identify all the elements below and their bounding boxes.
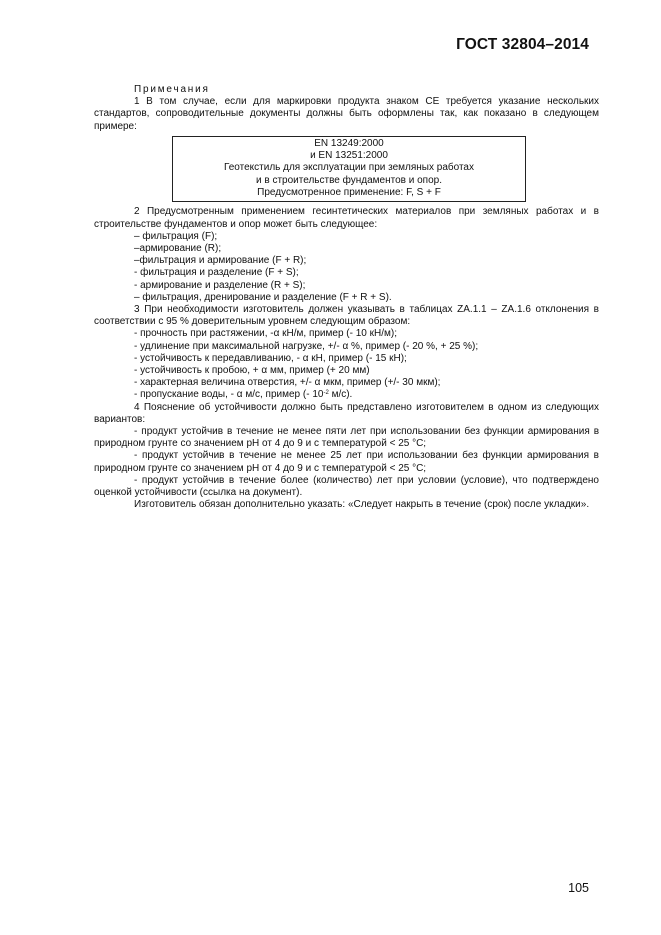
list-item: - продукт устойчив в течение не менее пяти лет при использовании без функции армирования в природном грунте со значением pH от 4 до 9 и с температурой < 25 °C; xyxy=(94,425,599,450)
list-item: –армирование (R); xyxy=(134,242,222,254)
list-item: - прочность при растяжении, -α кН/м, пример (- 10 кН/м); xyxy=(134,328,397,340)
note-2: 2 Предусмотренным применением гесинтетических материалов при земляных работах и в строительстве фундаментов и опор может быть следующее: xyxy=(94,206,599,230)
list-item: - устойчивость к пробою, + α мм, пример (+ 20 мм) xyxy=(134,364,370,376)
list-item-text: - пропускание воды, - α м/с, пример (- 10 xyxy=(134,389,324,401)
list-item: – фильтрация, дренирование и разделение (F + R + S). xyxy=(134,291,392,303)
page-number: 105 xyxy=(568,881,589,895)
list-item: - продукт устойчив в течение более (количество) лет при условии (условие), что подтверждено оценкой устойчивости (ссылка на документ). xyxy=(94,474,599,498)
list-item: - армирование и разделение (R + S); xyxy=(134,279,306,291)
list-item: - устойчивость к передавливанию, - α кН, пример (- 15 кН); xyxy=(134,352,407,364)
ce-marking-example-box xyxy=(172,136,526,202)
list-item: - характерная величина отверстия, +/- α мкм, пример (+/- 30 мкм); xyxy=(134,377,441,389)
list-item-text: м/с). xyxy=(328,389,353,401)
box-line: Геотекстиль для эксплуатации при земляных работах xyxy=(223,162,474,174)
note-4-final: Изготовитель обязан дополнительно указать: «Следует накрыть в течение (срок) после укладки». xyxy=(134,499,590,511)
note-3: 3 При необходимости изготовитель должен указывать в таблицах ZA.1.1 – ZA.1.6 отклонения в соответствии с 95 % доверительным уровнем следующим образом: xyxy=(94,303,599,328)
note-4: 4 Пояснение об устойчивости должно быть представлено изготовителем в одном из следующих вариантов: xyxy=(94,401,599,425)
document-code: ГОСТ 32804–2014 xyxy=(456,36,589,53)
box-line: Предусмотренное применение: F, S + F xyxy=(257,187,441,198)
notes-title: Примечания xyxy=(134,84,210,95)
list-item: – фильтрация (F); xyxy=(134,230,218,242)
list-item: - продукт устойчив в течение не менее 25 лет при использовании без функции армирования в природном грунте со значением pH от 4 до 9 и с температурой < 25 °C; xyxy=(94,450,599,474)
note-1: 1 В том случае, если для маркировки продукта знаком CE требуется указание нескольких стандартов, сопроводительные документы должны быть оформлены так, как показано в следующем примере: xyxy=(94,96,599,132)
list-item: –фильтрация и армирование (F + R); xyxy=(134,255,307,267)
list-item: - удлинение при максимальной нагрузке, +/- α %, пример (- 20 %, + 25 %); xyxy=(134,340,479,352)
box-line: и в строительстве фундаментов и опор. xyxy=(256,174,442,186)
exponent: -2 xyxy=(323,390,329,397)
list-item xyxy=(94,389,599,401)
list-item: - фильтрация и разделение (F + S); xyxy=(134,267,299,279)
notes-section xyxy=(94,84,599,511)
box-line: EN 13249:2000 xyxy=(314,137,384,149)
box-line: и EN 13251:2000 xyxy=(310,150,388,162)
